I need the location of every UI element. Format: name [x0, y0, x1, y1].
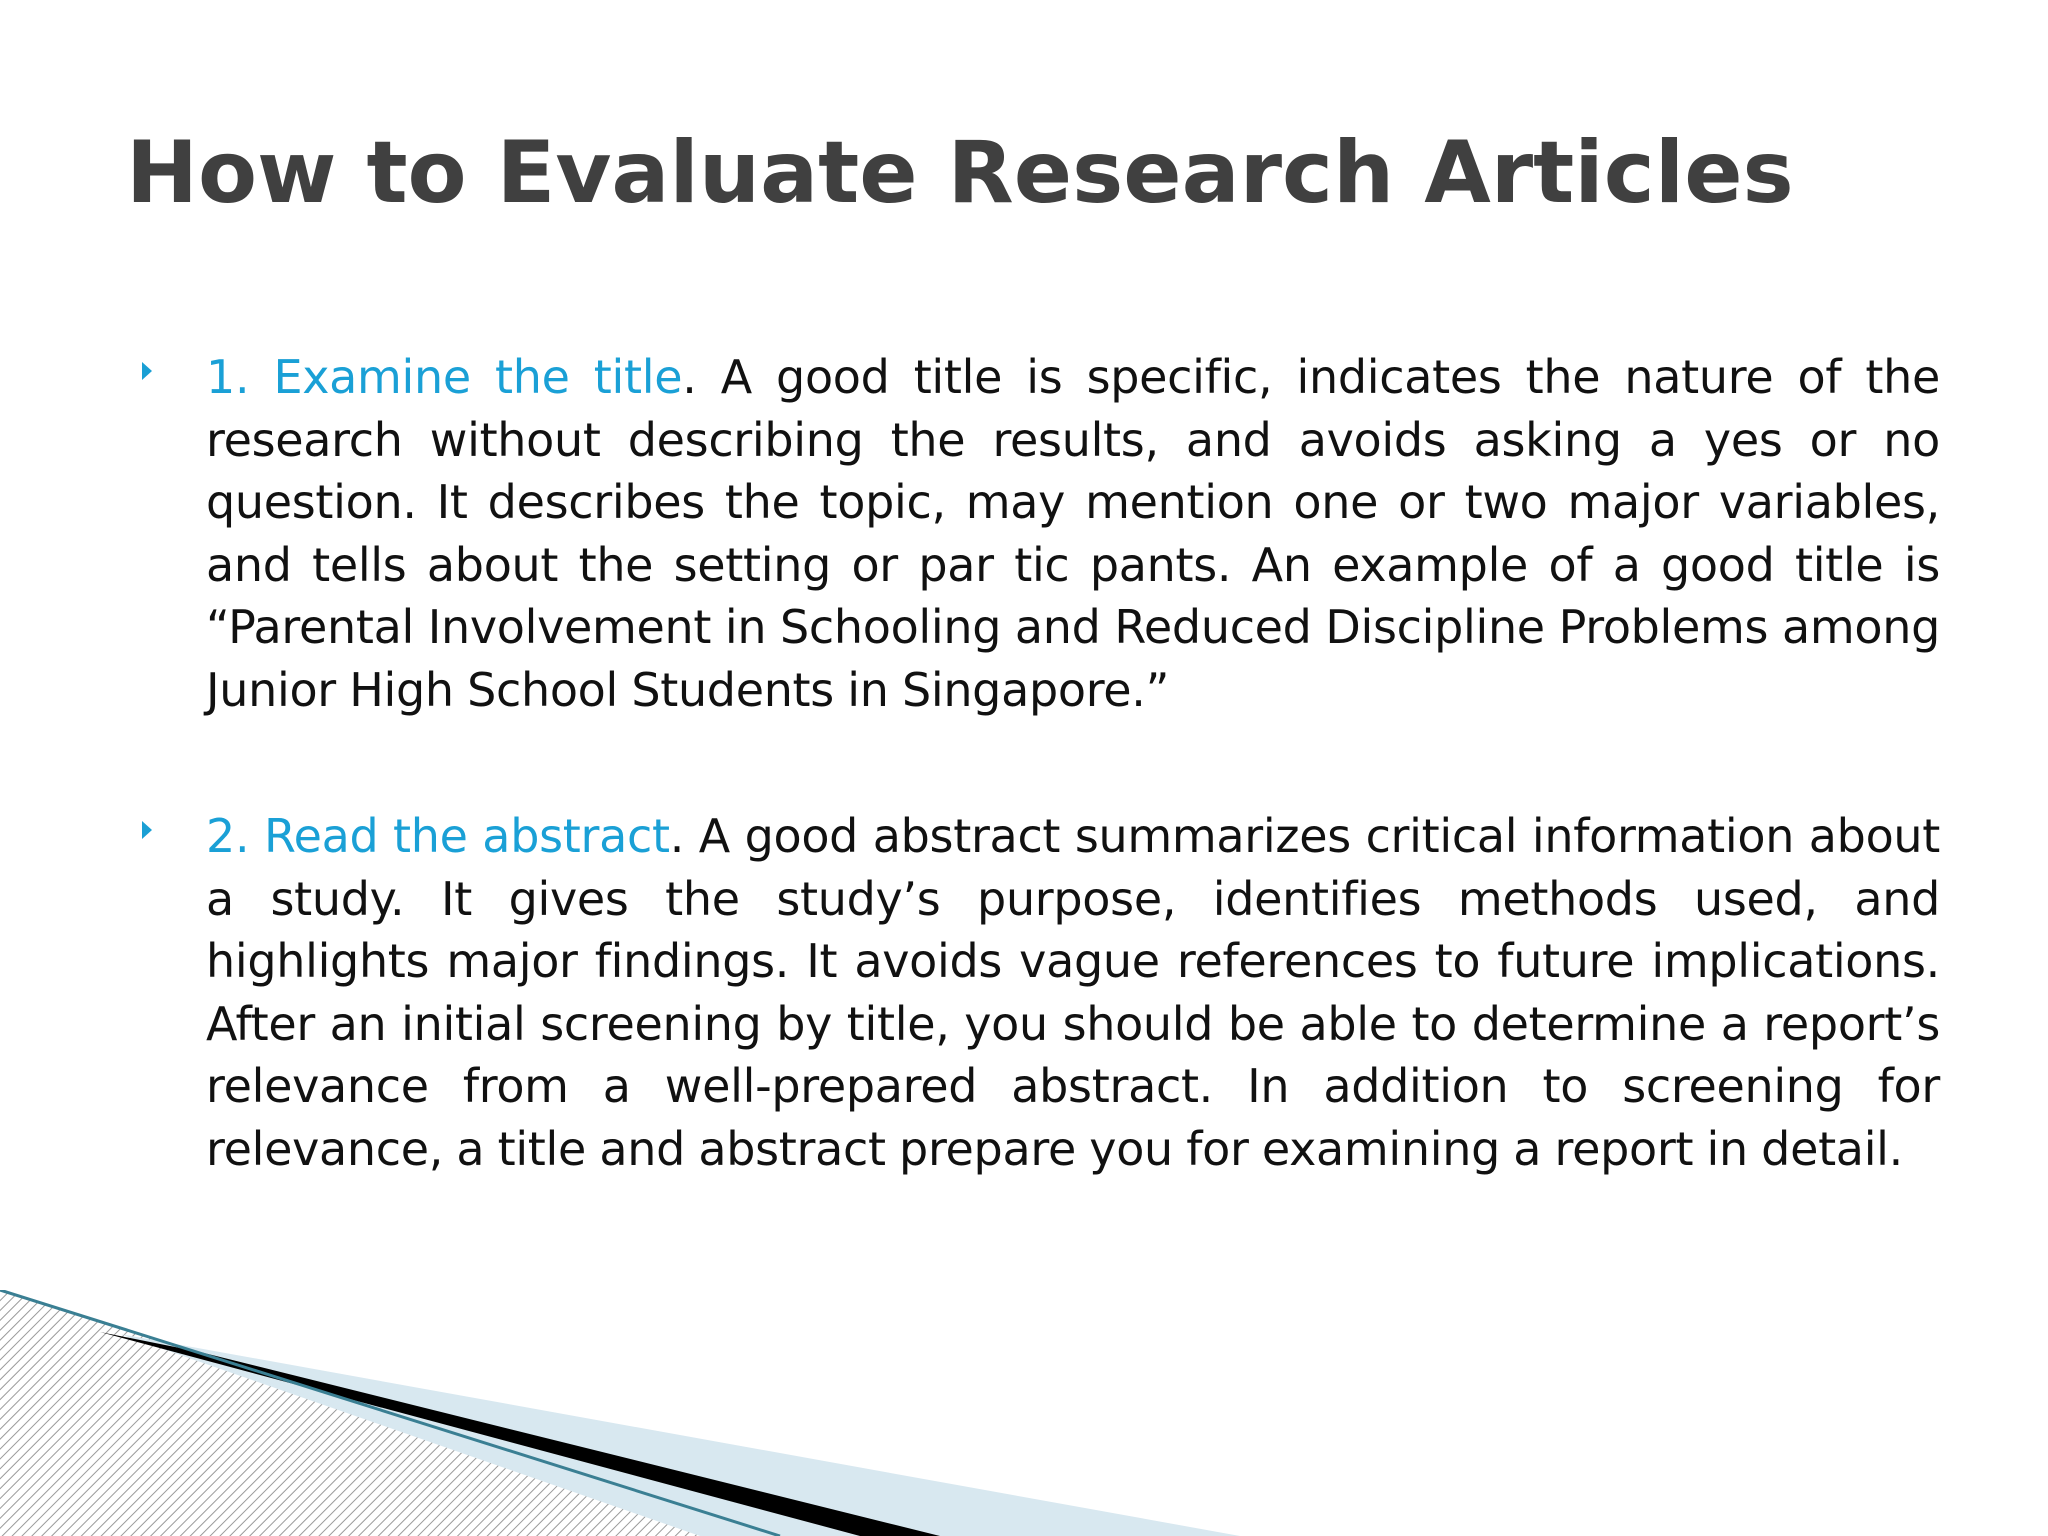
triangle-right-icon — [142, 821, 152, 839]
bullet-heading: 1. Examine the title — [206, 350, 683, 404]
slide-title: How to Evaluate Research Articles — [126, 123, 1794, 223]
bullet-text — [206, 346, 1940, 721]
bullet-item-read-abstract — [140, 805, 1940, 1180]
triangle-right-icon — [142, 362, 152, 380]
bullet-body: . A good title is specific, indicates the nature of the research without describing the results, and avoids asking a yes or no question. It describes the topic, may mention one or two major variables, and tells about the setting or par tic pants. An example of a good title is “Parental Involvement in Schooling and Reduced Discipline Problems among Junior High School Students in Singapore.” — [206, 350, 1941, 717]
bullet-heading: 2. Read the abstract — [206, 809, 670, 863]
bullet-item-examine-title — [140, 346, 1940, 721]
bullet-text — [206, 805, 1940, 1180]
bullet-body: . A good abstract summarizes critical information about a study. It gives the study’s purpose, identifies methods used, and highlights major findings. It avoids vague references to future implications. After an initial screening by title, you should be able to determine a report’s relevance from a well-prepared abstract. In addition to screening for relevance, a title and abstract prepare you for examining a report in detail. — [206, 809, 1940, 1176]
decorative-footer-wedge — [0, 1290, 2048, 1536]
bullet-list — [140, 346, 1940, 1264]
